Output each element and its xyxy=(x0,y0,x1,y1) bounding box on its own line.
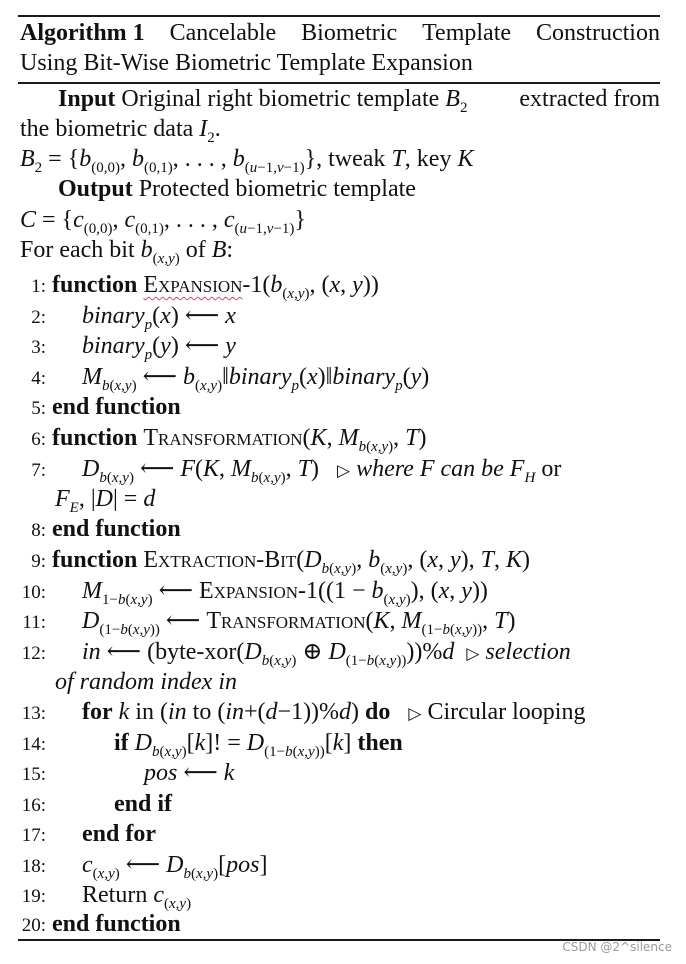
title-word: Template xyxy=(422,20,512,46)
line-number: 8: xyxy=(31,520,46,541)
algo-line-10: 10: $M_{1-b(x,y)}$ ⟵ Expansion-1((1 − $b_{(x,y)}$), (x, y)) xyxy=(21,578,488,608)
key-text: key xyxy=(416,146,452,172)
function-name: Extraction-Bit xyxy=(143,547,297,573)
algo-line-2: 2: binary$_p$(x) ⟵ x xyxy=(20,301,660,333)
line-number: 19: xyxy=(21,886,46,907)
algo-line-3: 3: binary$_p$(y) ⟵ y xyxy=(20,331,660,363)
algo-line-5 xyxy=(20,392,660,424)
output-keyword: Output xyxy=(58,176,133,202)
top-rule xyxy=(18,15,660,17)
keyword: if xyxy=(114,730,129,756)
keyword: do xyxy=(365,699,391,725)
input-tail: extracted from xyxy=(519,86,660,112)
algo-line-7: 7: $D_{b(x,y)}$ ⟵ F(K, $M_{b(x,y)}$, T) ▷ where F can be $F_H$ or xyxy=(20,454,660,486)
return-text: Return xyxy=(82,882,148,908)
in-text: in xyxy=(135,699,154,725)
function-name-suffix: -1 xyxy=(242,272,263,298)
line-number: 18: xyxy=(21,856,46,877)
algo-line-9: 9: function Extraction-$Bit(D_{b(x,y)}$, $b_{(x,y)}$, (x, y), T, K) xyxy=(20,545,660,577)
keyword: for xyxy=(82,699,113,725)
line-number: 4: xyxy=(31,368,46,389)
algo-line-8 xyxy=(20,514,660,546)
title-word: Construction xyxy=(535,20,660,46)
input-keyword: Input xyxy=(58,86,116,112)
algo-line-13: 13: for k in (in to (in+(d−1))%d) do ▷ Circular looping xyxy=(20,697,660,729)
keyword: end function xyxy=(52,394,181,420)
function-name: Transformation xyxy=(143,425,303,451)
algo-line-12-cont: of random index in xyxy=(55,669,237,695)
line-number: 10: xyxy=(21,582,46,603)
line-number: 13: xyxy=(21,703,46,724)
line-number: 15: xyxy=(21,764,46,785)
tweak-text: tweak xyxy=(328,146,386,172)
comment: Circular looping xyxy=(427,699,586,725)
title-word: Biometric xyxy=(301,20,398,46)
line-number: 9: xyxy=(31,551,46,572)
keyword: end if xyxy=(114,791,173,817)
input-text-2: the biometric data xyxy=(20,116,194,142)
algo-line-17 xyxy=(20,819,660,851)
keyword: function xyxy=(52,547,138,573)
for-each-text: For each bit xyxy=(20,237,135,263)
keyword: function xyxy=(52,425,138,451)
function-name: Expansion-1 xyxy=(198,578,319,604)
line-number: 5: xyxy=(31,398,46,419)
algorithm-title-line1 xyxy=(20,18,660,48)
template-definition: $B_2 = \{b_{(0,0)}$, $b_{(0,1)}$, . . . , $b_{(u-1,v-1)}$}, tweak T, key K xyxy=(20,146,474,176)
comment: selection xyxy=(485,639,571,665)
line-number: 1: xyxy=(31,276,46,297)
for-each-line: For each bit $b_{(x,y)}$ of B: xyxy=(20,237,234,267)
algo-line-11: 11: $D_{(1-b(x,y))}$ ⟵ Transformation(K, $M_{(1-b(x,y))}$, T) xyxy=(20,606,660,638)
algo-line-14: 14: if $D_{b(x,y)}[k]$! = $D_{(1-b(x,y))}[k]$ then xyxy=(21,730,403,760)
function-name: Transformation xyxy=(206,608,366,634)
algo-line-6: 6: function Transformation(K, $M_{b(x,y)}$, T) xyxy=(20,423,660,455)
algo-line-4: 4: $M_{b(x,y)}$ ⟵ $b_{(x,y)}‖binary_p(x)‖binary_p(y)$ xyxy=(20,362,660,394)
comment: of random index xyxy=(55,669,213,695)
function-name: Expansion xyxy=(143,272,243,298)
algo-line-12: 12: in ⟵ ($byte-xor(D_{b(x,y)}$ ⊕ $D_{(1-b(x,y))}))\%d$ ▷ selection xyxy=(21,639,571,669)
input-text: Original right biometric template xyxy=(121,86,440,112)
to-text: to xyxy=(192,699,212,725)
line-number: 7: xyxy=(31,460,46,481)
line-number: 17: xyxy=(21,825,46,846)
algo-line-19: 19: Return $c_{(x,y)}$ xyxy=(21,882,192,912)
line-number: 2: xyxy=(31,307,46,328)
line-number: 14: xyxy=(21,734,46,755)
algorithm-title-line2: Using Bit-Wise Biometric Template Expansion xyxy=(20,50,473,76)
algo-line-20 xyxy=(20,909,660,941)
output-definition: $C = \{c_{(0,0)}$, $c_{(0,1)}$, . . . , $c_{(u-1,v-1)}$} xyxy=(20,207,306,237)
output-text: Protected biometric template xyxy=(138,176,416,202)
keyword: end for xyxy=(82,821,156,847)
output-line xyxy=(20,174,686,204)
input-line: Input Original right biometric template $B_2$ extracted from xyxy=(58,86,660,116)
algo-line-7-cont: $F_E$, |D| = d xyxy=(55,486,156,516)
algorithm-label: Algorithm 1 xyxy=(20,20,145,46)
algo-line-16 xyxy=(20,789,660,821)
line-number: 6: xyxy=(31,429,46,450)
watermark: CSDN @2^silence xyxy=(562,940,672,954)
line-number: 16: xyxy=(21,795,46,816)
algo-line-18: 18: $c_{(x,y)}$ ⟵ $D_{b(x,y)}[pos]$ xyxy=(21,852,268,882)
operator: byte-xor xyxy=(155,639,237,665)
line-number: 3: xyxy=(31,337,46,358)
line-number: 12: xyxy=(21,643,46,664)
line-number: 20: xyxy=(21,915,46,936)
of-text: of xyxy=(185,237,206,263)
keyword: then xyxy=(357,730,403,756)
algo-line-15: 15: pos ⟵ k xyxy=(20,758,660,790)
algo-line-1: 1: function Expansion-$1(b_{(x,y)}$, (x, y)) xyxy=(20,270,660,302)
line-number: 11: xyxy=(22,612,46,633)
keyword: function xyxy=(52,272,138,298)
input-line-2: the biometric data $I_2$. xyxy=(20,116,221,146)
keyword: end function xyxy=(52,911,181,937)
keyword: end function xyxy=(52,516,181,542)
comment: where F can be xyxy=(356,456,504,482)
title-word: Cancelable xyxy=(169,20,277,46)
